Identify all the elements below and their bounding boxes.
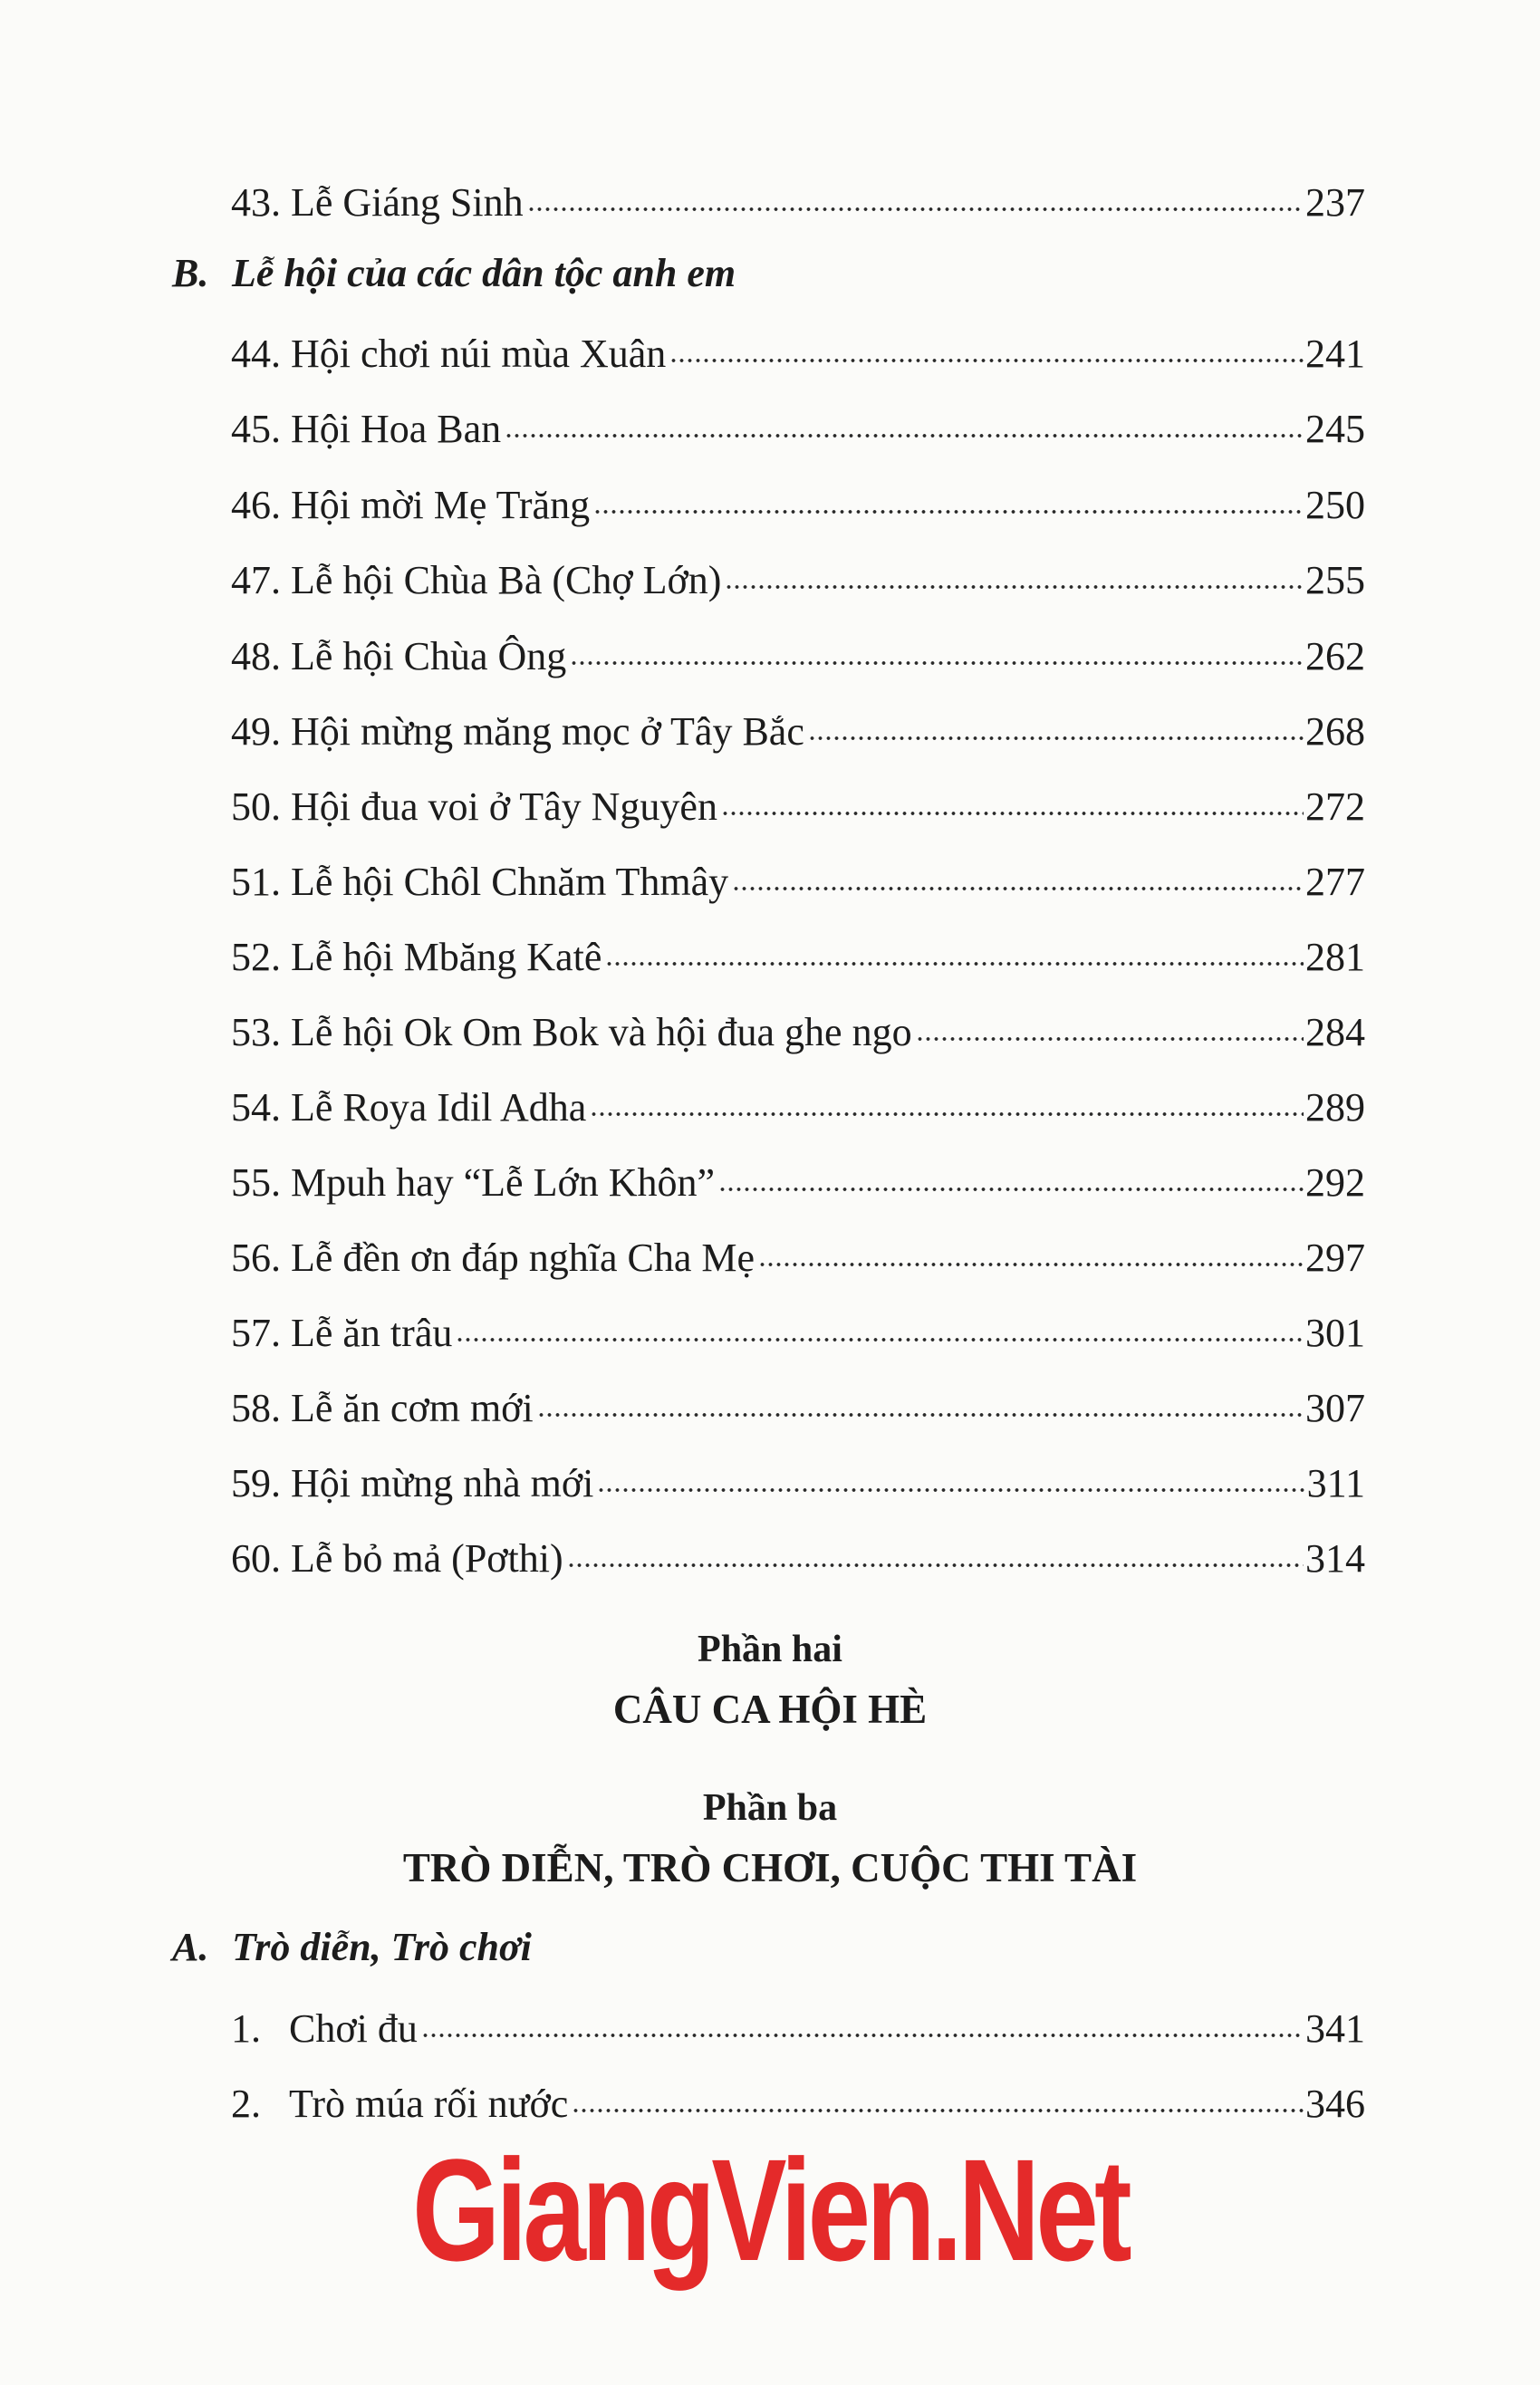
toc-entry: [231, 776, 1365, 831]
toc-entry-page: 272: [1305, 784, 1365, 829]
toc-entry: [231, 1077, 1365, 1131]
dot-leader: [605, 957, 1304, 970]
dot-leader: [527, 203, 1304, 216]
toc-entry-number: 2.: [231, 2082, 261, 2126]
toc-entry-page: 237: [1305, 180, 1365, 225]
part-two-heading: [0, 1626, 1540, 1735]
toc-entry-page: 346: [1305, 2082, 1365, 2126]
toc-entry: [231, 172, 1365, 226]
toc-entry-page: 341: [1305, 2006, 1365, 2051]
toc-entry-label: 45. Hội Hoa Ban: [231, 407, 502, 451]
toc-entry-label: 50. Hội đua voi ở Tây Nguyên: [231, 784, 717, 829]
dot-leader: [456, 1333, 1304, 1346]
section-title: Trò diễn, Trò chơi: [232, 1925, 532, 1969]
toc-entry-label: 47. Lễ hội Chùa Bà (Chợ Lớn): [231, 558, 722, 602]
toc-entry-label: 56. Lễ đền ơn đáp nghĩa Cha Mẹ: [231, 1236, 756, 1280]
toc-entry-page: 262: [1305, 634, 1365, 678]
toc-entry: [231, 475, 1365, 529]
toc-entry-label: 59. Hội mừng nhà mới: [231, 1461, 594, 1505]
toc-entry: [231, 1528, 1365, 1582]
toc-entry-page: 277: [1305, 860, 1365, 904]
watermark-text: GiangVien.Net: [412, 2129, 1128, 2291]
toc-entry-page: 292: [1305, 1160, 1365, 1205]
toc-entry: [231, 1998, 1365, 2053]
dot-leader: [916, 1033, 1304, 1045]
dot-leader: [725, 581, 1304, 593]
part-name: Phần hai: [698, 1629, 842, 1670]
toc-entry: [231, 626, 1365, 680]
section-title: Lễ hội của các dân tộc anh em: [232, 251, 736, 295]
dot-leader: [421, 2029, 1304, 2042]
dot-leader: [597, 1484, 1304, 1496]
toc-entry-label: 54. Lễ Roya Idil Adha: [231, 1085, 587, 1130]
toc-entry: [231, 1378, 1365, 1432]
dot-leader: [567, 1559, 1304, 1572]
toc-entry-label: 53. Lễ hội Ok Om Bok và hội đua ghe ngo: [231, 1010, 912, 1054]
dot-leader: [758, 1258, 1304, 1271]
toc-entry-label: 46. Hội mời Mẹ Trăng: [231, 483, 591, 527]
toc-entry: [231, 1002, 1365, 1056]
toc-entry: [231, 550, 1365, 604]
toc-entry: [231, 2073, 1365, 2128]
section-heading-a: [172, 1924, 532, 1971]
toc-entry-number: 1.: [231, 2006, 261, 2051]
part-name: Phần ba: [702, 1787, 838, 1829]
toc-entry-page: 311: [1306, 1461, 1365, 1505]
toc-entry: [231, 1453, 1365, 1507]
toc-entry-page: 284: [1305, 1010, 1365, 1054]
toc-entry-label: 58. Lễ ăn cơm mới: [231, 1386, 534, 1430]
toc-entry-text: Trò múa rối nước: [289, 2082, 569, 2126]
toc-entry: [231, 701, 1365, 755]
section-letter: A.: [172, 1925, 209, 1969]
toc-entry-page: 289: [1305, 1085, 1365, 1130]
toc-entry-page: 255: [1305, 558, 1365, 602]
toc-entry-page: 241: [1305, 332, 1365, 376]
toc-entry-page: 268: [1305, 709, 1365, 754]
toc-entry-label: 49. Hội mừng măng mọc ở Tây Bắc: [231, 709, 804, 754]
dot-leader: [590, 1108, 1304, 1120]
toc-entry-label: 55. Mpuh hay “Lễ Lớn Khôn”: [231, 1160, 716, 1205]
toc-entry: [231, 1152, 1365, 1207]
toc-entry: [231, 1227, 1365, 1282]
dot-leader: [669, 354, 1304, 367]
dot-leader: [570, 657, 1304, 669]
toc-entry-label: 48. Lễ hội Chùa Ông: [231, 634, 567, 678]
toc-entry-label: 43. Lễ Giáng Sinh: [231, 180, 524, 225]
part-title: TRÒ DIỄN, TRÒ CHƠI, CUỘC THI TÀI: [402, 1845, 1138, 1890]
toc-entry-label: [231, 2081, 572, 2128]
toc-entry-label: 57. Lễ ăn trâu: [231, 1311, 453, 1355]
section-heading-b: [172, 250, 736, 297]
toc-entry-page: 245: [1305, 407, 1365, 451]
toc-entry-label: [231, 2005, 421, 2053]
dot-leader: [721, 807, 1304, 820]
toc-entry: [231, 399, 1365, 453]
toc-entry-text: Chơi đu: [289, 2006, 418, 2051]
toc-entry-page: 281: [1305, 935, 1365, 979]
dot-leader: [808, 732, 1304, 745]
toc-entry-label: 44. Hội chơi núi mùa Xuân: [231, 332, 667, 376]
toc-entry-label: 51. Lễ hội Chôl Chnăm Thmây: [231, 860, 729, 904]
section-letter: B.: [172, 251, 209, 295]
dot-leader: [718, 1183, 1304, 1196]
part-title: CÂU CA HỘI HÈ: [612, 1687, 928, 1732]
toc-entry-page: 307: [1305, 1386, 1365, 1430]
dot-leader: [732, 882, 1304, 895]
dot-leader: [537, 1409, 1304, 1421]
toc-entry: [231, 1303, 1365, 1357]
dot-leader: [572, 2104, 1304, 2117]
toc-entry: [231, 851, 1365, 906]
dot-leader: [593, 505, 1304, 518]
part-three-heading: [0, 1784, 1540, 1893]
toc-entry-page: 250: [1305, 483, 1365, 527]
dot-leader: [505, 429, 1304, 442]
toc-entry-label: 52. Lễ hội Mbăng Katê: [231, 935, 602, 979]
toc-entry-page: 314: [1305, 1536, 1365, 1581]
toc-entry-page: 297: [1305, 1236, 1365, 1280]
toc-entry-label: 60. Lễ bỏ mả (Pơthi): [231, 1536, 563, 1581]
toc-entry: [231, 927, 1365, 981]
toc-entry-page: 301: [1305, 1311, 1365, 1355]
toc-entry: [231, 323, 1365, 378]
